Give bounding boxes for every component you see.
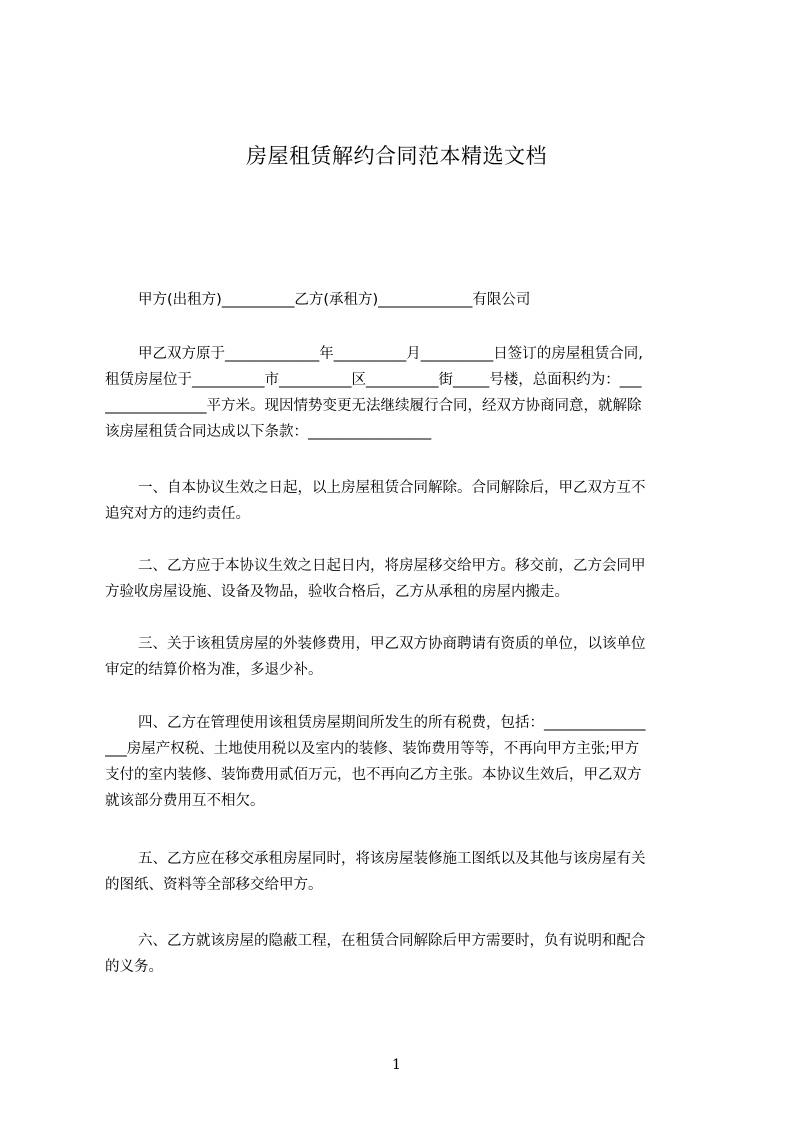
- paragraph-line: 一、自本协议生效之日起，以上房屋租赁合同解除。合同解除后，甲乙双方互不: [138, 480, 646, 496]
- paragraph-line: 的图纸、资料等全部移交给甲方。: [105, 877, 323, 893]
- clause-5-paragraph: [105, 846, 701, 898]
- paragraph-line: ______________平方米。现因情势变更无法继续履行合同，经双方协商同意，就解除: [105, 398, 642, 414]
- paragraph-line: 该房屋租赁合同达成以下条款：_________________: [105, 424, 432, 440]
- preamble-paragraph: [105, 341, 701, 445]
- document-title: 房屋租赁解约合同范本精选文档: [246, 144, 547, 168]
- paragraph-line: 方验收房屋设施、设备及物品，验收合格后，乙方从承租的房屋内搬走。: [105, 584, 569, 600]
- clause-1-paragraph: [105, 475, 701, 527]
- paragraph-line: 追究对方的违约责任。: [105, 506, 250, 522]
- parties-paragraph: [105, 287, 701, 313]
- paragraph-line: 甲乙双方原于_____________年__________月__________日签订的房屋租赁合同,: [138, 346, 643, 362]
- paragraph-line: 租赁房屋位于__________市__________区__________街_____号楼，总面积约为：___: [105, 372, 642, 388]
- paragraph-line: 就该部分费用互不相欠。: [105, 793, 265, 809]
- paragraph-line: 六、乙方就该房屋的隐蔽工程，在租赁合同解除后甲方需要时，负有说明和配合: [138, 933, 646, 949]
- clause-4-paragraph: [105, 710, 701, 814]
- paragraph-line: 的义务。: [105, 959, 163, 975]
- paragraph-line: ___房屋产权税、土地使用税以及室内的装修、装饰费用等等，不再向甲方主张;甲方: [105, 741, 640, 757]
- paragraph-line: 甲方(出租方)__________乙方(承租方)_____________有限公司: [138, 292, 531, 308]
- paragraph-line: 支付的室内装修、装饰费用贰佰万元，也不再向乙方主张。本协议生效后，甲乙双方: [105, 767, 642, 783]
- paragraph-line: 五、乙方应在移交承租房屋同时，将该房屋装修施工图纸以及其他与该房屋有关: [138, 851, 646, 867]
- clause-6-paragraph: [105, 928, 701, 980]
- clause-3-paragraph: [105, 631, 701, 683]
- clause-2-paragraph: [105, 553, 701, 605]
- paragraph-line: 三、关于该租赁房屋的外装修费用，甲乙双方协商聘请有资质的单位，以该单位: [138, 636, 646, 652]
- page-number: 1: [392, 1057, 401, 1073]
- paragraph-line: 四、乙方在管理使用该租赁房屋期间所发生的所有税费，包括：______________: [138, 715, 646, 731]
- paragraph-line: 审定的结算价格为准，多退少补。: [105, 662, 323, 678]
- paragraph-line: 二、乙方应于本协议生效之日起日内，将房屋移交给甲方。移交前，乙方会同甲: [138, 558, 646, 574]
